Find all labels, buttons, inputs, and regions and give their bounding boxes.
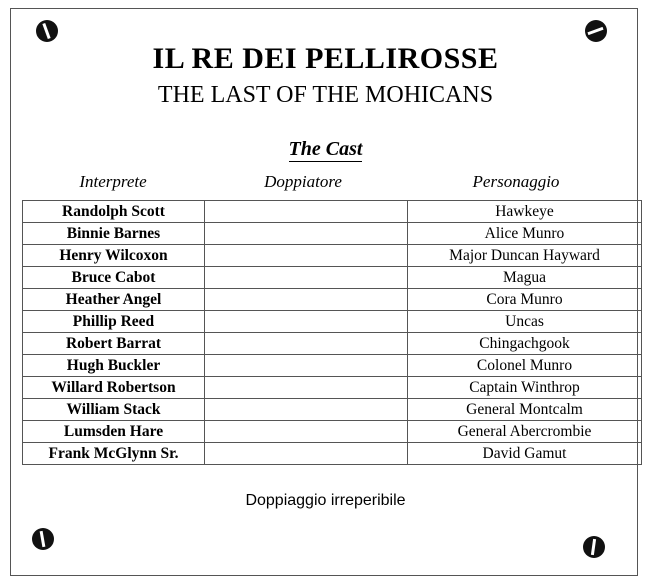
cell-doppiatore (205, 443, 408, 465)
cell-interprete: Binnie Barnes (23, 223, 205, 245)
cell-personaggio: Uncas (408, 311, 642, 333)
cell-personaggio: Cora Munro (408, 289, 642, 311)
cell-doppiatore (205, 267, 408, 289)
cell-personaggio: David Gamut (408, 443, 642, 465)
cell-personaggio: Hawkeye (408, 201, 642, 223)
column-header-doppiatore: Doppiatore (264, 172, 342, 191)
table-row (23, 311, 642, 333)
table-row (23, 245, 642, 267)
page-subtitle: THE LAST OF THE MOHICANS (157, 82, 494, 108)
cell-personaggio: General Montcalm (408, 399, 642, 421)
table-row (23, 333, 642, 355)
cell-personaggio: Magua (408, 267, 642, 289)
column-header-interprete: Interprete (79, 172, 147, 191)
cell-doppiatore (205, 399, 408, 421)
cell-doppiatore (205, 289, 408, 311)
table-row (23, 201, 642, 223)
cell-personaggio: Alice Munro (408, 223, 642, 245)
table-row (23, 267, 642, 289)
cell-interprete: Willard Robertson (23, 377, 205, 399)
cell-interprete: Randolph Scott (23, 201, 205, 223)
cast-section-heading-label: The Cast (288, 138, 363, 160)
cell-personaggio: Major Duncan Hayward (408, 245, 642, 267)
cell-personaggio: Captain Winthrop (408, 377, 642, 399)
cell-interprete: Frank McGlynn Sr. (23, 443, 205, 465)
cell-interprete: Bruce Cabot (23, 267, 205, 289)
cell-doppiatore (205, 245, 408, 267)
cell-doppiatore (205, 421, 408, 443)
cell-interprete: Lumsden Hare (23, 421, 205, 443)
table-row (23, 443, 642, 465)
cell-doppiatore (205, 333, 408, 355)
cell-interprete: Hugh Buckler (23, 355, 205, 377)
cell-doppiatore (205, 201, 408, 223)
cell-doppiatore (205, 311, 408, 333)
table-row (23, 377, 642, 399)
column-header-personaggio: Personaggio (472, 172, 560, 191)
table-row (23, 223, 642, 245)
cell-personaggio: Colonel Munro (408, 355, 642, 377)
cast-table (22, 200, 642, 465)
cell-doppiatore (205, 355, 408, 377)
cell-personaggio: Chingachgook (408, 333, 642, 355)
page-title: IL RE DEI PELLIROSSE (152, 42, 499, 75)
table-row (23, 355, 642, 377)
cell-doppiatore (205, 223, 408, 245)
cast-table-body (23, 201, 642, 465)
footnote-text: Doppiaggio irreperibile (245, 492, 406, 509)
table-row (23, 421, 642, 443)
cast-section-heading (0, 138, 651, 161)
cell-interprete: William Stack (23, 399, 205, 421)
cell-doppiatore (205, 377, 408, 399)
cell-interprete: Robert Barrat (23, 333, 205, 355)
cast-table-column-headers (22, 172, 630, 198)
table-row (23, 399, 642, 421)
cell-interprete: Heather Angel (23, 289, 205, 311)
table-row (23, 289, 642, 311)
cell-interprete: Henry Wilcoxon (23, 245, 205, 267)
cell-personaggio: General Abercrombie (408, 421, 642, 443)
cell-interprete: Phillip Reed (23, 311, 205, 333)
